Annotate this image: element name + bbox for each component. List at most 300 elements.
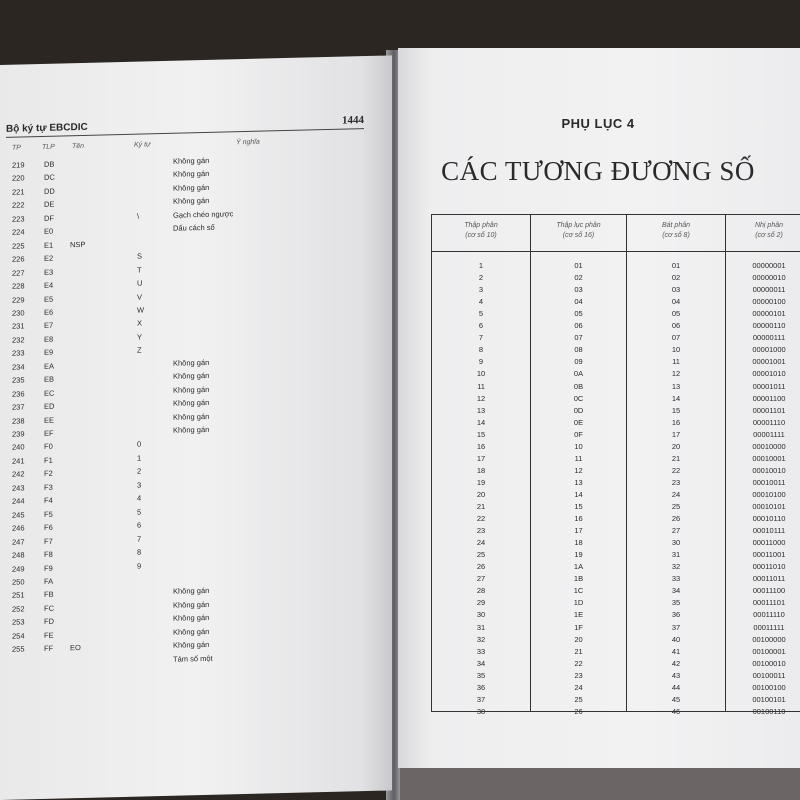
binary-value: 00001000 <box>752 345 786 355</box>
table-header-row <box>432 215 800 252</box>
table-row <box>432 442 800 454</box>
meaning: Tám số một <box>173 653 213 664</box>
book-cover-edge <box>400 768 800 800</box>
decimal-value: 22 <box>476 514 486 524</box>
octal-value: 04 <box>671 297 681 307</box>
code-hex: E2 <box>44 253 54 264</box>
decimal-value: 23 <box>476 526 486 536</box>
code-decimal: 223 <box>12 214 25 224</box>
octal-value: 17 <box>671 429 681 439</box>
hex-value: 05 <box>574 309 583 319</box>
header-title: Bộ ký tự EBCDIC <box>6 121 88 135</box>
binary-value: 00011010 <box>752 562 786 572</box>
binary-value: 00100100 <box>752 682 786 692</box>
decimal-value: 20 <box>476 489 486 499</box>
meaning: Không gán <box>173 599 210 610</box>
binary-value: 00010110 <box>752 514 786 524</box>
column-header-tlp: TLP <box>42 143 55 151</box>
decimal-value: 16 <box>476 441 486 451</box>
table-row <box>432 695 800 707</box>
hex-value: 1B <box>573 574 584 584</box>
table-row <box>432 309 800 321</box>
hex-value: 0A <box>573 369 584 379</box>
hex-value: 02 <box>574 273 583 283</box>
code-hex: DD <box>44 186 55 196</box>
binary-value: 00011000 <box>752 538 786 548</box>
decimal-value: 3 <box>478 285 484 295</box>
octal-value: 03 <box>671 285 681 295</box>
header-octal: Bát phân (cơ số 8) <box>661 222 691 239</box>
octal-value: 16 <box>671 417 681 427</box>
octal-value: 42 <box>671 658 681 668</box>
binary-value: 00100011 <box>752 670 786 680</box>
code-decimal: 231 <box>12 321 25 332</box>
hex-value: 12 <box>574 465 583 475</box>
octal-value: 15 <box>671 405 681 415</box>
column-header-tp: TP <box>12 144 21 152</box>
character: 7 <box>137 534 142 544</box>
hex-value: 17 <box>574 526 583 536</box>
code-hex: EA <box>44 361 55 371</box>
decimal-value: 24 <box>476 538 486 548</box>
table-row <box>432 502 800 514</box>
table-row <box>432 430 800 442</box>
code-decimal: 233 <box>12 348 25 359</box>
running-header <box>6 110 364 138</box>
hex-value: 19 <box>574 550 583 560</box>
code-decimal: 238 <box>12 415 25 426</box>
code-hex: EF <box>44 428 54 438</box>
octal-value: 36 <box>671 610 681 620</box>
table-row <box>432 707 800 719</box>
table-row <box>432 394 800 406</box>
numeric-equivalents-table <box>431 214 800 716</box>
hex-value: 25 <box>574 694 583 704</box>
hex-value: 1A <box>573 562 584 572</box>
hex-value: 15 <box>574 502 583 511</box>
meaning: Không gán <box>173 169 210 180</box>
character: U <box>137 278 143 288</box>
code-name: EO <box>70 643 81 653</box>
hex-value: 0C <box>573 393 584 403</box>
code-hex: F3 <box>44 482 53 492</box>
code-hex: DF <box>44 213 54 223</box>
table-row <box>432 562 800 574</box>
code-decimal: 241 <box>12 456 25 466</box>
decimal-value: 11 <box>477 381 485 391</box>
meaning: Không gán <box>173 182 210 193</box>
decimal-value: 8 <box>478 345 484 355</box>
code-hex: E9 <box>44 347 54 358</box>
decimal-value: 33 <box>476 646 486 656</box>
table-row <box>432 406 800 418</box>
hex-value: 26 <box>574 706 583 716</box>
character: T <box>137 265 142 275</box>
binary-value: 00100101 <box>752 694 786 704</box>
code-hex: E0 <box>44 226 54 237</box>
code-hex: EC <box>44 388 55 398</box>
code-hex: E8 <box>44 334 54 344</box>
code-hex: F0 <box>44 442 53 452</box>
hex-value: 0F <box>574 429 583 439</box>
column-header-char: Ký tự <box>134 141 151 149</box>
code-decimal: 232 <box>12 335 25 345</box>
decimal-value: 36 <box>476 682 486 692</box>
code-hex: F9 <box>44 563 53 573</box>
table-row <box>432 478 800 490</box>
octal-value: 35 <box>671 598 681 608</box>
meaning: Không gán <box>173 640 210 650</box>
decimal-value: 7 <box>478 333 484 343</box>
table-row <box>432 683 800 695</box>
character: 3 <box>137 480 142 490</box>
binary-value: 00010111 <box>752 526 786 536</box>
octal-value: 30 <box>671 538 681 548</box>
code-decimal: 243 <box>12 483 25 493</box>
code-hex: ED <box>44 401 55 412</box>
code-decimal: 240 <box>12 442 25 453</box>
header-hexadecimal: Thập lục phân (cơ số 16) <box>556 222 601 239</box>
code-decimal: 226 <box>12 254 25 264</box>
octal-value: 24 <box>671 489 681 499</box>
table-row <box>432 550 800 562</box>
header-binary: Nhị phân (cơ số 2) <box>754 222 784 239</box>
binary-value: 00000101 <box>752 309 786 319</box>
table-row <box>432 369 800 381</box>
code-hex: F8 <box>44 549 53 559</box>
table-row <box>432 586 800 598</box>
code-decimal: 249 <box>12 563 25 574</box>
table-row <box>432 321 800 333</box>
octal-value: 40 <box>671 634 681 644</box>
code-decimal: 221 <box>12 187 25 197</box>
code-hex: F4 <box>44 495 53 506</box>
meaning: Dấu cách số <box>173 223 215 234</box>
binary-value: 00010000 <box>752 441 786 451</box>
binary-value: 00100010 <box>752 658 786 668</box>
hex-value: 07 <box>574 333 583 343</box>
code-decimal: 230 <box>12 308 25 318</box>
code-hex: F7 <box>44 536 53 546</box>
decimal-value: 17 <box>476 453 486 463</box>
table-row <box>432 357 800 369</box>
code-hex: DC <box>44 173 55 183</box>
binary-value: 00011111 <box>753 622 785 632</box>
hex-value: 20 <box>574 634 583 644</box>
hex-value: 06 <box>574 321 583 331</box>
octal-value: 02 <box>671 273 681 283</box>
octal-value: 05 <box>671 309 681 319</box>
code-hex: F6 <box>44 522 53 533</box>
code-decimal: 253 <box>12 617 25 628</box>
octal-value: 01 <box>671 261 681 270</box>
binary-value: 00001100 <box>752 393 786 403</box>
decimal-value: 21 <box>476 502 486 511</box>
code-decimal: 245 <box>12 510 25 520</box>
octal-value: 44 <box>671 682 681 692</box>
binary-value: 00000110 <box>752 321 786 331</box>
octal-value: 21 <box>671 453 681 463</box>
hex-value: 16 <box>574 514 583 524</box>
code-hex: E5 <box>44 294 54 304</box>
code-decimal: 224 <box>12 227 25 237</box>
right-page <box>398 48 800 768</box>
octal-value: 43 <box>671 670 681 680</box>
binary-value: 00100110 <box>752 706 786 716</box>
code-hex: E6 <box>44 307 54 317</box>
decimal-value: 4 <box>478 297 484 307</box>
code-hex: DB <box>44 159 55 169</box>
decimal-value: 38 <box>476 706 486 716</box>
octal-value: 37 <box>671 622 681 632</box>
code-decimal: 229 <box>12 294 25 305</box>
octal-value: 34 <box>671 586 681 596</box>
column-header-ten: Tên <box>72 142 85 151</box>
code-decimal: 227 <box>12 267 25 278</box>
code-hex: F2 <box>44 469 53 479</box>
code-hex: E7 <box>44 321 54 331</box>
code-decimal: 244 <box>12 496 25 506</box>
octal-value: 41 <box>671 646 681 656</box>
binary-value: 00011101 <box>752 598 786 608</box>
meaning: Không gán <box>173 411 210 422</box>
octal-value: 27 <box>671 526 681 536</box>
meaning: Không gán <box>173 424 210 435</box>
binary-value: 00010010 <box>752 465 786 475</box>
binary-value: 00011011 <box>752 574 786 584</box>
decimal-value: 9 <box>478 357 484 367</box>
meaning: Không gán <box>173 357 210 368</box>
decimal-value: 32 <box>476 634 486 644</box>
code-decimal: 251 <box>12 590 25 601</box>
character: W <box>137 305 145 315</box>
octal-value: 26 <box>671 514 681 524</box>
decimal-value: 18 <box>476 465 486 475</box>
code-hex: E3 <box>44 267 54 277</box>
octal-value: 33 <box>671 574 681 584</box>
decimal-value: 31 <box>476 622 486 632</box>
code-hex: E1 <box>44 240 54 250</box>
hex-value: 21 <box>574 646 583 656</box>
decimal-value: 30 <box>476 610 486 620</box>
code-decimal: 246 <box>12 523 25 533</box>
code-decimal: 254 <box>12 631 25 641</box>
code-hex: FD <box>44 616 54 627</box>
meaning: Không gán <box>173 384 210 395</box>
appendix-label: PHỤ LỤC 4 <box>561 116 635 131</box>
octal-value: 25 <box>671 502 681 511</box>
decimal-value: 14 <box>476 417 486 427</box>
octal-value: 20 <box>671 441 681 451</box>
octal-value: 12 <box>671 369 681 379</box>
table-row <box>432 333 800 345</box>
table-row <box>432 418 800 430</box>
binary-value: 00000010 <box>752 273 786 283</box>
hex-value: 1E <box>573 610 584 620</box>
code-hex: FC <box>44 603 54 613</box>
code-hex: FB <box>44 590 54 600</box>
table-row <box>432 659 800 671</box>
table-row <box>432 598 800 610</box>
binary-value: 00010001 <box>752 453 786 463</box>
meaning: Không gán <box>173 626 210 637</box>
octal-value: 14 <box>671 393 681 403</box>
table-row <box>432 490 800 502</box>
binary-value: 00011110 <box>753 610 785 620</box>
code-decimal: 248 <box>12 550 25 560</box>
binary-value: 00010101 <box>752 502 786 511</box>
code-decimal: 234 <box>12 362 25 372</box>
hex-value: 01 <box>574 261 583 270</box>
character: V <box>137 292 143 302</box>
decimal-value: 25 <box>476 550 486 560</box>
hex-value: 1F <box>574 622 583 632</box>
code-decimal: 220 <box>12 173 25 184</box>
table-row <box>432 574 800 586</box>
page-heading: CÁC TƯƠNG ĐƯƠNG SỐ <box>441 156 755 186</box>
hex-value: 1D <box>573 598 584 608</box>
character: 2 <box>137 466 142 476</box>
code-decimal: 242 <box>12 469 25 480</box>
table-row <box>432 610 800 622</box>
hex-value: 10 <box>574 441 583 451</box>
character: X <box>137 318 143 329</box>
meaning: Không gán <box>173 586 210 597</box>
octal-value: 46 <box>671 706 681 716</box>
decimal-value: 6 <box>478 321 484 331</box>
hex-value: 22 <box>574 658 583 668</box>
table-row <box>432 671 800 683</box>
header-decimal: Thập phân (cơ số 10) <box>464 222 498 239</box>
decimal-value: 35 <box>476 670 486 680</box>
character: 1 <box>137 453 142 463</box>
table-row <box>432 345 800 357</box>
hex-value: 03 <box>574 285 583 295</box>
octal-value: 31 <box>671 550 681 560</box>
character: 5 <box>137 507 142 517</box>
hex-value: 14 <box>574 489 583 499</box>
table-row <box>432 514 800 526</box>
octal-value: 23 <box>671 477 681 487</box>
decimal-value: 13 <box>476 405 486 415</box>
code-hex: FF <box>44 643 54 654</box>
hex-value: 04 <box>574 297 583 307</box>
code-decimal: 236 <box>12 389 25 399</box>
table-row <box>432 623 800 635</box>
hex-value: 1C <box>573 586 584 596</box>
meaning: Gạch chéo ngược <box>173 209 234 220</box>
binary-value: 00010100 <box>752 489 786 499</box>
table-row <box>432 261 800 273</box>
code-hex: EB <box>44 374 55 385</box>
code-decimal: 235 <box>12 375 25 385</box>
octal-value: 32 <box>671 562 681 572</box>
decimal-value: 27 <box>476 574 486 584</box>
meaning: Không gán <box>173 397 210 408</box>
code-decimal: 255 <box>12 644 25 654</box>
octal-value: 22 <box>671 465 681 475</box>
binary-value: 00011001 <box>752 550 786 560</box>
octal-value: 07 <box>671 333 681 343</box>
octal-value: 45 <box>671 694 681 704</box>
meaning: Không gán <box>173 371 210 381</box>
hex-value: 0D <box>573 405 584 415</box>
code-hex: FE <box>44 630 54 640</box>
octal-value: 13 <box>671 381 681 391</box>
code-hex: F1 <box>44 455 53 465</box>
table-row <box>432 382 800 394</box>
column-header-meaning: Ý nghĩa <box>236 138 260 147</box>
decimal-value: 15 <box>476 429 486 439</box>
binary-value: 00001001 <box>752 357 786 367</box>
binary-value: 00100001 <box>752 646 786 656</box>
code-hex: F5 <box>44 509 53 519</box>
table-row <box>432 297 800 309</box>
table-row <box>432 635 800 647</box>
binary-value: 00010011 <box>752 477 786 487</box>
code-decimal: 237 <box>12 402 25 412</box>
binary-value: 00001011 <box>752 381 786 391</box>
table-row <box>432 285 800 297</box>
character: 0 <box>137 439 142 450</box>
character: 9 <box>137 561 142 571</box>
code-hex: EE <box>44 415 55 425</box>
code-decimal: 219 <box>12 160 25 170</box>
table-row <box>432 466 800 478</box>
binary-value: 00011100 <box>752 586 786 596</box>
code-hex: E4 <box>44 280 54 290</box>
decimal-value: 10 <box>476 369 486 379</box>
code-decimal: 250 <box>12 577 25 587</box>
decimal-value: 5 <box>478 309 484 319</box>
binary-value: 00000011 <box>752 285 786 295</box>
binary-value: 00000100 <box>752 297 786 307</box>
hex-value: 11 <box>574 453 583 463</box>
hex-value: 13 <box>574 477 583 487</box>
table-row <box>432 273 800 285</box>
decimal-value: 37 <box>476 694 486 704</box>
hex-value: 18 <box>574 538 583 548</box>
octal-value: 10 <box>671 345 681 355</box>
meaning: Không gán <box>173 155 210 166</box>
code-decimal: 222 <box>12 200 25 211</box>
meaning: Không gán <box>173 613 210 624</box>
hex-value: 0B <box>573 381 584 391</box>
binary-value: 00001010 <box>752 369 786 379</box>
decimal-value: 2 <box>478 273 484 283</box>
page-number: 1444 <box>342 114 364 127</box>
binary-value: 00100000 <box>752 634 786 644</box>
table-row <box>432 526 800 538</box>
code-name: NSP <box>70 239 86 249</box>
table-row <box>432 647 800 659</box>
code-decimal: 225 <box>12 241 25 251</box>
binary-value: 00001111 <box>753 429 785 439</box>
character: S <box>137 251 143 261</box>
code-decimal: 252 <box>12 604 25 614</box>
octal-value: 06 <box>671 321 681 331</box>
code-decimal: 239 <box>12 429 25 439</box>
decimal-value: 12 <box>476 393 486 403</box>
hex-value: 09 <box>574 357 583 367</box>
hex-value: 08 <box>574 345 583 355</box>
character: Y <box>137 332 143 342</box>
binary-value: 00000001 <box>752 261 786 270</box>
decimal-value: 34 <box>476 658 486 668</box>
binary-value: 00001110 <box>752 417 786 427</box>
decimal-value: 26 <box>476 562 486 572</box>
decimal-value: 1 <box>478 261 484 270</box>
